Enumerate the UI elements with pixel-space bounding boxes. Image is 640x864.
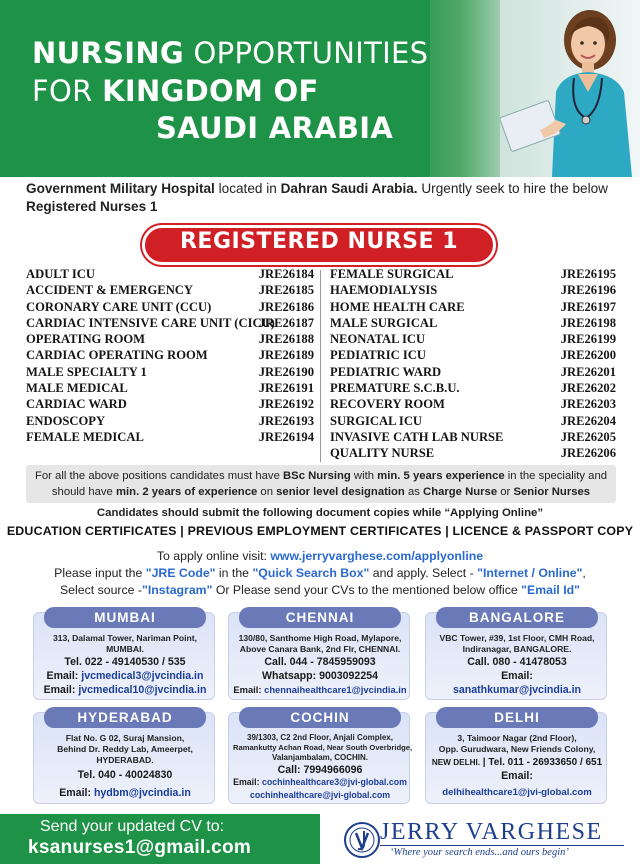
column-divider [320, 270, 321, 462]
position-row [330, 300, 616, 316]
office-address: Ramankutty Achan Road, Near South Overbridge, [233, 743, 413, 752]
position-name: FEMALE MEDICAL [26, 429, 144, 444]
email-label: Email: [233, 777, 262, 787]
position-row [26, 414, 314, 430]
position-row [26, 267, 314, 283]
email-link[interactable]: chennaihealthcare1@jvcindia.in [264, 684, 407, 695]
office-address: 39/1303, C2 2nd Floor, Anjali Complex, [247, 733, 393, 742]
position-name: FEMALE SURGICAL [330, 267, 454, 281]
req-h: on [257, 486, 277, 498]
position-jre-code: JRE26205 [560, 429, 616, 444]
email-link[interactable]: sanathkumar@jvcindia.in [452, 684, 582, 696]
position-jre-code: JRE26200 [560, 348, 616, 363]
intro-role: Registered Nurses 1 [26, 199, 158, 214]
apply-line-3 [0, 583, 640, 597]
office-phone[interactable]: Call. 044 - 7845959093 [264, 656, 376, 668]
position-name: HOME HEALTH CARE [330, 299, 465, 314]
requirements-line-1 [26, 468, 616, 484]
position-row [330, 332, 616, 348]
email-link[interactable]: cochinhealthcare@jvi-global.com [249, 790, 391, 800]
position-jre-code: JRE26199 [560, 332, 616, 347]
office-address: HYDERABAD. [96, 755, 154, 765]
office-email [231, 790, 409, 800]
office-email [36, 787, 214, 799]
email-link[interactable]: hydbm@jvcindia.in [93, 787, 191, 799]
registered-nurse-banner [142, 225, 496, 265]
footer-brand-panel [320, 814, 640, 864]
office-card-cochin [228, 710, 413, 804]
nurse-photo-icon [500, 0, 640, 177]
req-m: Senior Nurses [513, 486, 591, 498]
office-email [428, 684, 606, 696]
position-jre-code: JRE26185 [258, 283, 314, 298]
brand-tagline: ‘Where your search ends...and ours begin’ [390, 847, 569, 858]
position-jre-code: JRE26193 [258, 413, 314, 428]
headline-line-3: SAUDI ARABIA [156, 111, 394, 145]
position-row [330, 283, 616, 299]
email-label: Email: [233, 684, 265, 695]
office-address: Behind Dr. Reddy Lab, Ameerpet, [57, 744, 193, 754]
apply-line-2 [0, 566, 640, 580]
apply-l2-a: Please input the [54, 566, 146, 580]
position-row [26, 365, 314, 381]
position-row [330, 267, 616, 283]
positions-right-column [330, 267, 616, 463]
position-jre-code: JRE26191 [258, 381, 314, 396]
email-link[interactable]: delhihealthcare1@jvi-global.com [442, 787, 592, 798]
office-phone[interactable]: Tel. 040 - 40024830 [77, 769, 173, 781]
office-email [36, 670, 214, 682]
position-jre-code: JRE26201 [560, 364, 616, 379]
office-title: HYDERABAD [44, 707, 206, 728]
position-name: NEONATAL ICU [330, 332, 426, 347]
office-title: COCHIN [239, 707, 401, 728]
position-row [26, 300, 314, 316]
requirements-box [26, 465, 616, 503]
email-link[interactable]: jvcmedical3@jvcindia.in [81, 670, 204, 682]
office-address: 130/80, Santhome High Road, Mylapore, [238, 633, 402, 643]
office-address: NEW DELHI. [431, 758, 481, 767]
position-jre-code: JRE26192 [258, 397, 314, 412]
position-name: HAEMODIALYSIS [330, 283, 438, 298]
office-phone[interactable]: Call: 7994966096 [277, 764, 363, 776]
position-row [26, 316, 314, 332]
position-row [26, 283, 314, 299]
apply-l3-a: Select source - [59, 583, 142, 597]
office-title: CHENNAI [239, 607, 401, 628]
email-link[interactable]: jvcmedical10@jvcindia.in [78, 684, 207, 696]
office-title: BANGALORE [436, 607, 598, 628]
position-row [330, 414, 616, 430]
footer-send-label: Send your updated CV to: [40, 818, 225, 835]
office-address: Valanjambalam, COCHIN. [271, 753, 369, 762]
position-name: MALE MEDICAL [26, 381, 128, 396]
office-address: VBC Tower, #39, 1st Floor, CMH Road, [439, 633, 595, 643]
position-row [330, 316, 616, 332]
headline-line-2 [32, 74, 319, 108]
headline-kingdom-of: KINGDOM OF [102, 74, 319, 108]
office-card-mumbai [33, 612, 215, 700]
position-jre-code: JRE26202 [560, 381, 616, 396]
apply-instagram: "Instagram" [142, 583, 213, 597]
position-name: CORONARY CARE UNIT (CCU) [26, 299, 212, 314]
office-email [231, 684, 409, 695]
apply-jre-code: "JRE Code" [145, 566, 216, 580]
apply-email-id: "Email Id" [521, 583, 580, 597]
office-whatsapp[interactable]: Whatsapp: 9003092254 [261, 670, 378, 682]
brand-underline [380, 845, 624, 846]
position-jre-code: JRE26195 [560, 267, 616, 281]
position-row [26, 348, 314, 364]
apply-online-link[interactable]: www.jerryvarghese.com/applyonline [270, 549, 484, 563]
position-name: PEDIATRIC ICU [330, 348, 426, 363]
documents-list: EDUCATION CERTIFICATES | PREVIOUS EMPLOYMENT CERTIFICATES | LICENCE & PASSPORT COPY [6, 524, 634, 538]
office-email [231, 777, 409, 787]
position-name: MALE SURGICAL [330, 315, 438, 330]
req-j: as [404, 486, 424, 498]
footer-cv-email[interactable]: ksanurses1@gmail.com [28, 837, 252, 858]
office-address: Opp. Gurudwara, New Friends Colony, [438, 744, 596, 754]
req-l: or [497, 486, 514, 498]
position-row [330, 381, 616, 397]
position-row [26, 381, 314, 397]
jerry-varghese-logo-icon [342, 820, 382, 860]
email-label: Email: [59, 787, 94, 799]
position-name: QUALITY NURSE [330, 446, 435, 461]
position-jre-code: JRE26204 [560, 413, 616, 428]
headline-for: FOR [32, 74, 93, 108]
office-card-delhi [425, 712, 607, 804]
position-name: ENDOSCOPY [26, 413, 106, 428]
positions-left-column [26, 267, 314, 446]
office-title: MUMBAI [44, 607, 206, 628]
position-name: INVASIVE CATH LAB NURSE [330, 429, 504, 444]
apply-line-1 [0, 549, 640, 563]
apply-l2-g: , [582, 566, 586, 580]
office-card-chennai [228, 612, 410, 700]
req-a: For all the above positions candidates must have [34, 470, 283, 482]
documents-intro: Candidates should submit the following document copies while “Applying Online” [96, 507, 544, 519]
position-name: PREMATURE S.C.B.U. [330, 381, 460, 396]
req-e: in the speciality and [504, 470, 608, 482]
apply-quick-search: "Quick Search Box" [252, 566, 370, 580]
position-jre-code: JRE26184 [258, 267, 314, 281]
office-email [428, 787, 606, 798]
req-d: min. 5 years experience [377, 470, 505, 482]
email-link[interactable]: cochinhealthcare3@jvi-global.com [261, 777, 407, 787]
position-name: CARDIAC OPERATING ROOM [26, 348, 208, 363]
req-c: with [350, 470, 378, 482]
office-email-label: Email: [501, 670, 533, 682]
req-i: senior level designation [276, 486, 405, 498]
apply-l3-c: Or Please send your CVs to the mentioned below office [212, 583, 522, 597]
position-row [330, 397, 616, 413]
banner-title: REGISTERED NURSE 1 [179, 229, 459, 254]
office-phone[interactable]: Call. 080 - 41478053 [467, 656, 567, 668]
position-jre-code: JRE26198 [560, 315, 616, 330]
apply-internet-online: "Internet / Online" [477, 566, 583, 580]
office-email-label: Email: [501, 770, 533, 782]
footer-cv-panel [0, 814, 320, 864]
req-k: Charge Nurse [423, 486, 498, 498]
req-b: BSc Nursing [283, 470, 351, 482]
position-row [330, 430, 616, 446]
office-address: MUMBAI. [106, 644, 144, 654]
position-name: SURGICAL ICU [330, 413, 423, 428]
office-address: Indiranagar, BANGALORE. [462, 644, 572, 654]
position-jre-code: JRE26190 [258, 364, 314, 379]
position-row [330, 446, 616, 462]
position-name: ADULT ICU [26, 267, 95, 281]
position-name: OPERATING ROOM [26, 332, 146, 347]
headline-line-1 [32, 36, 428, 70]
intro-text [26, 180, 621, 216]
position-name: CARDIAC WARD [26, 397, 127, 412]
position-name: PEDIATRIC WARD [330, 364, 442, 379]
position-jre-code: JRE26196 [560, 283, 616, 298]
email-label: Email: [46, 670, 82, 682]
position-row [26, 332, 314, 348]
office-address: Above Canara Bank, 2nd Flr, CHENNAI. [239, 644, 401, 654]
position-row [26, 430, 314, 446]
office-title: DELHI [436, 707, 598, 728]
office-phone[interactable]: Tel. 022 - 49140530 / 535 [64, 656, 186, 668]
position-name: CARDIAC INTENSIVE CARE UNIT (CICU) [26, 315, 275, 330]
position-row [26, 397, 314, 413]
office-phone[interactable]: Tel. 011 - 26933650 / 651 [488, 757, 603, 768]
position-jre-code: JRE26189 [258, 348, 314, 363]
intro-location: Dahran Saudi Arabia. [280, 181, 418, 196]
office-address: 3, Taimoor Nagar (2nd Floor), [457, 733, 577, 743]
position-jre-code: JRE26197 [560, 299, 616, 314]
office-address: Flat No. G 02, Suraj Mansion, [65, 733, 185, 743]
apply-visit-label: To apply online visit: [156, 549, 271, 563]
headline-opportunities: OPPORTUNITIES [193, 36, 429, 70]
position-row [330, 348, 616, 364]
office-email [36, 684, 214, 696]
hospital-name: Government Military Hospital [26, 181, 215, 196]
position-name: MALE SPECIALTY 1 [26, 364, 147, 379]
brand-name: JERRY VARGHESE [380, 819, 603, 845]
headline-nursing: NURSING [32, 36, 184, 70]
intro-seek: Urgently seek to hire the below [417, 181, 608, 196]
position-name: ACCIDENT & EMERGENCY [26, 283, 193, 298]
office-address: 313, Dalamal Tower, Nariman Point, [52, 633, 198, 643]
req-g: min. 2 years of experience [115, 486, 258, 498]
apply-l2-e: and apply. Select - [369, 566, 478, 580]
position-jre-code: JRE26186 [258, 299, 314, 314]
position-row [330, 365, 616, 381]
position-jre-code: JRE26188 [258, 332, 314, 347]
office-card-hyderabad [33, 712, 215, 804]
position-jre-code: JRE26206 [560, 446, 616, 461]
apply-l2-c: in the [215, 566, 253, 580]
position-jre-code: JRE26187 [258, 315, 314, 330]
requirements-line-2 [26, 484, 616, 500]
office-phone-line: NEW DELHI. | Tel. 011 - 26933650 / 651 [431, 757, 603, 768]
position-name: RECOVERY ROOM [330, 397, 445, 412]
office-card-bangalore [425, 612, 607, 700]
req-f: should have [51, 486, 116, 498]
header-banner [0, 0, 640, 177]
position-jre-code: JRE26194 [258, 429, 314, 444]
email-label: Email: [43, 684, 79, 696]
intro-located: located in [214, 181, 281, 196]
position-jre-code: JRE26203 [560, 397, 616, 412]
